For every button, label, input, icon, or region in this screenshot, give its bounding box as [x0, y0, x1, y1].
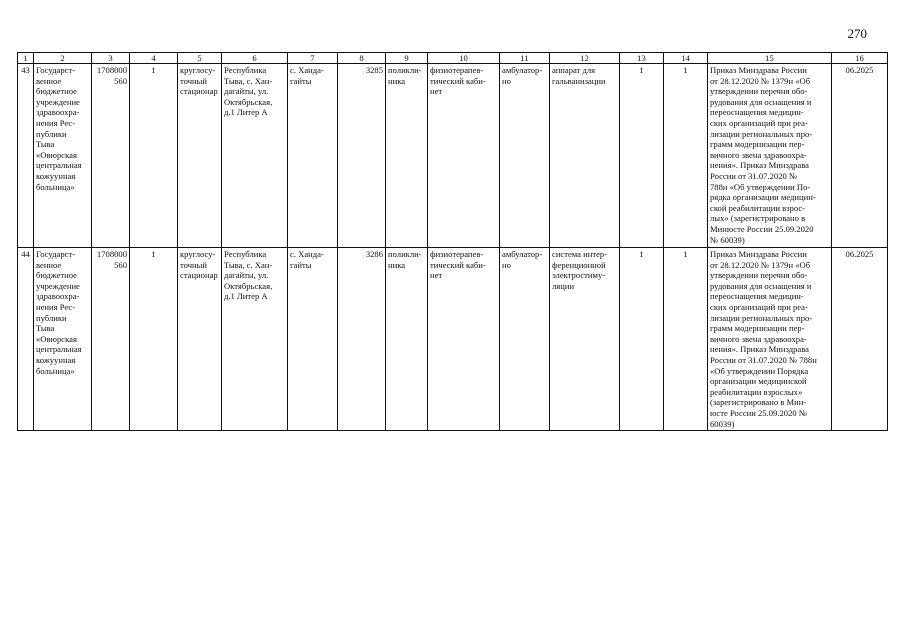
col14-cell: 1: [664, 248, 708, 431]
facility-type-cell: круглосу- точный стационар: [178, 64, 222, 248]
column-number-header: 8: [338, 53, 386, 64]
settlement-cell: с. Ханда- гайты: [288, 64, 338, 248]
organization-cell: Государст- венное бюджетное учреждение здравоохра- нения Рес- публики Тыва «Овюрская центральная кожуунная больница»: [34, 248, 92, 431]
row-number: 44: [18, 248, 34, 431]
column-number-header: 3: [92, 53, 130, 64]
organization-cell: Государст- венное бюджетное учреждение здравоохра- нения Рес- публики Тыва «Овюрская центральная кожуунная больница»: [34, 64, 92, 248]
care-cell: амбулатор- но: [500, 248, 550, 431]
column-number-header: 6: [222, 53, 288, 64]
date-cell: 06.2025: [832, 248, 888, 431]
settlement-cell: с. Ханда- гайты: [288, 248, 338, 431]
index-cell: 3286: [338, 248, 386, 431]
page-number: 270: [847, 26, 867, 41]
index-cell: 3285: [338, 64, 386, 248]
equipment-cell: аппарат для гальванизации: [550, 64, 620, 248]
column-number-header: 12: [550, 53, 620, 64]
code-cell: 1708000 560: [92, 248, 130, 431]
column-number-header: 4: [130, 53, 178, 64]
cabinet-cell: физиотерапев- тический каби- нет: [428, 64, 500, 248]
code-cell: 1708000 560: [92, 64, 130, 248]
care-cell: амбулатор- но: [500, 64, 550, 248]
column-number-header: 5: [178, 53, 222, 64]
table-row: [18, 64, 888, 248]
column-number-header: 11: [500, 53, 550, 64]
table-header-row: [18, 53, 888, 64]
row-number: 43: [18, 64, 34, 248]
column-number-header: 2: [34, 53, 92, 64]
unit-cell: поликли- ника: [386, 248, 428, 431]
col4-cell: 1: [130, 64, 178, 248]
column-number-header: 14: [664, 53, 708, 64]
col4-cell: 1: [130, 248, 178, 431]
column-number-header: 13: [620, 53, 664, 64]
table-row: [18, 248, 888, 431]
equipment-cell: система интер- ференционной электростиму- ляции: [550, 248, 620, 431]
basis-cell: Приказ Минздрава России от 28.12.2020 № 1379н «Об утверждении перечня обо- рудования для оснащения и переоснащения медицин- ских организаций при реа- лизации региональных про- грамм модернизации пер- вичного звена здравоохра- нения». Приказ Минздрава России от 31.07.2020 № 788н «Об утверждении Порядка организации медицинской реабилитации взрослых» (зарегистрировано в Мин- юсте России 25.09.2020 № 60039): [708, 248, 832, 431]
address-cell: Республика Тыва, с. Хан- дагайты, ул. Октябрьская, д.1 Литер А: [222, 64, 288, 248]
col14-cell: 1: [664, 64, 708, 248]
col13-cell: 1: [620, 64, 664, 248]
facility-type-cell: круглосу- точный стационар: [178, 248, 222, 431]
unit-cell: поликли- ника: [386, 64, 428, 248]
date-cell: 06.2025: [832, 64, 888, 248]
column-number-header: 7: [288, 53, 338, 64]
column-number-header: 10: [428, 53, 500, 64]
column-number-header: 1: [18, 53, 34, 64]
column-number-header: 16: [832, 53, 888, 64]
col13-cell: 1: [620, 248, 664, 431]
equipment-table: [17, 52, 888, 431]
address-cell: Республика Тыва, с. Хан- дагайты, ул. Октябрьская, д.1 Литер А: [222, 248, 288, 431]
basis-cell: Приказ Минздрава России от 28.12.2020 № 1379н «Об утверждении перечня обо- рудования для оснащения и переоснащения медицин- ских организаций при реа- лизации региональных про- грамм модернизации пер- вичного звена здравоохра- нения». Приказ Минздрава России от 31.07.2020 № 788н «Об утверждении По- рядка организации медицин- ской реабилитации взрос- лых» (зарегистрировано в Минюсте России 25.09.2020 № 60039): [708, 64, 832, 248]
column-number-header: 15: [708, 53, 832, 64]
cabinet-cell: физиотерапев- тический каби- нет: [428, 248, 500, 431]
column-number-header: 9: [386, 53, 428, 64]
